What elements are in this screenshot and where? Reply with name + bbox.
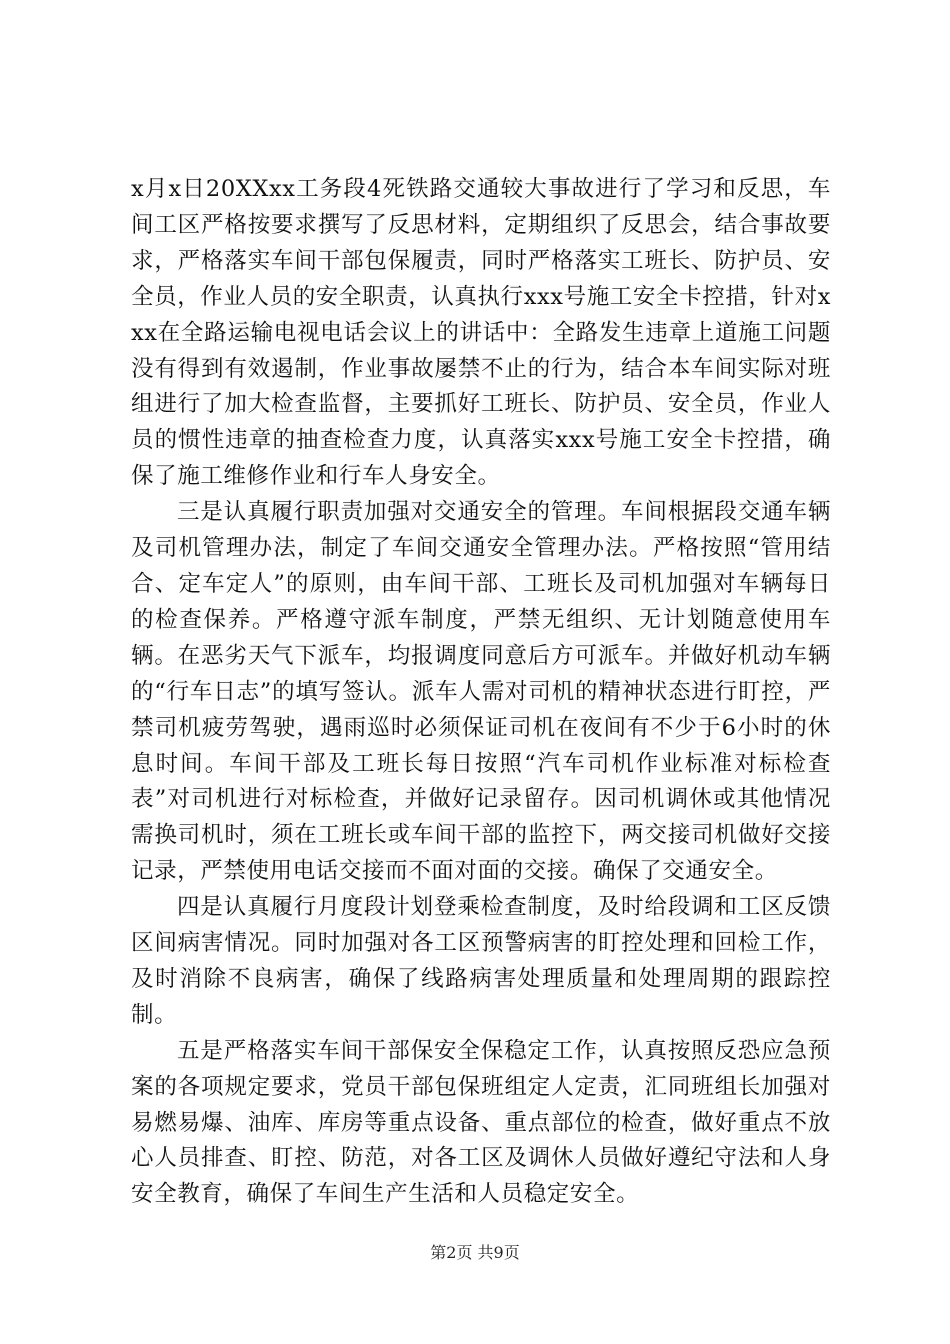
paragraph-stability: 五是严格落实车间干部保安全保稳定工作，认真按照反恐应急预案的各项规定要求，党员干部包保班组定人定责，汇同班组长加强对易燃易爆、油库、库房等重点设备、重点部位的检查，做好重点不放心人员排查、盯控、防范，对各工区及调休人员做好遵纪守法和人身安全教育，确保了车间生产生活和人员稳定安全。 — [131, 1037, 831, 1208]
document-body — [131, 172, 831, 1213]
paragraph-traffic-safety: 三是认真履行职责加强对交通安全的管理。车间根据段交通车辆及司机管理办法，制定了车间交通安全管理办法。严格按照“管用结合、定车定人”的原则，由车间干部、工班长及司机加强对车辆每日的检查保养。严格遵守派车制度，严禁无组织、无计划随意使用车辆。在恶劣天气下派车，均报调度同意后方可派车。并做好机动车辆的“行车日志”的填写签认。派车人需对司机的精神状态进行盯控，严禁司机疲劳驾驶，遇雨巡时必须保证司机在夜间有不少于6小时的休息时间。车间干部及工班长每日按照“汽车司机作业标准对标检查表”对司机进行对标检查，并做好记录留存。因司机调休或其他情况需换司机时，须在工班长或车间干部的监控下，两交接司机做好交接记录，严禁使用电话交接而不面对面的交接。确保了交通安全。 — [131, 499, 831, 885]
paragraph-continued: x月x日20XXxx工务段4死铁路交通较大事故进行了学习和反思，车间工区严格按要求撰写了反思材料，定期组织了反思会，结合事故要求，严格落实车间干部包保履责，同时严格落实工班长、防护员、安全员，作业人员的安全职责，认真执行xxx号施工安全卡控措，针对xxx在全路运输电视电话会议上的讲话中：全路发生违章上道施工问题没有得到有效遏制，作业事故屡禁不止的行为，结合本车间实际对班组进行了加大检查监督，主要抓好工班长、防护员、安全员，作业人员的惯性违章的抽查检查力度，认真落实xxx号施工安全卡控措，确保了施工维修作业和行车人身安全。 — [131, 176, 831, 490]
paragraph-inspection: 四是认真履行月度段计划登乘检查制度，及时给段调和工区反馈区间病害情况。同时加强对各工区预警病害的盯控处理和回检工作，及时消除不良病害，确保了线路病害处理质量和处理周期的跟踪控制。 — [131, 894, 831, 1028]
page-number-footer: 第2页 共9页 — [430, 1243, 520, 1262]
